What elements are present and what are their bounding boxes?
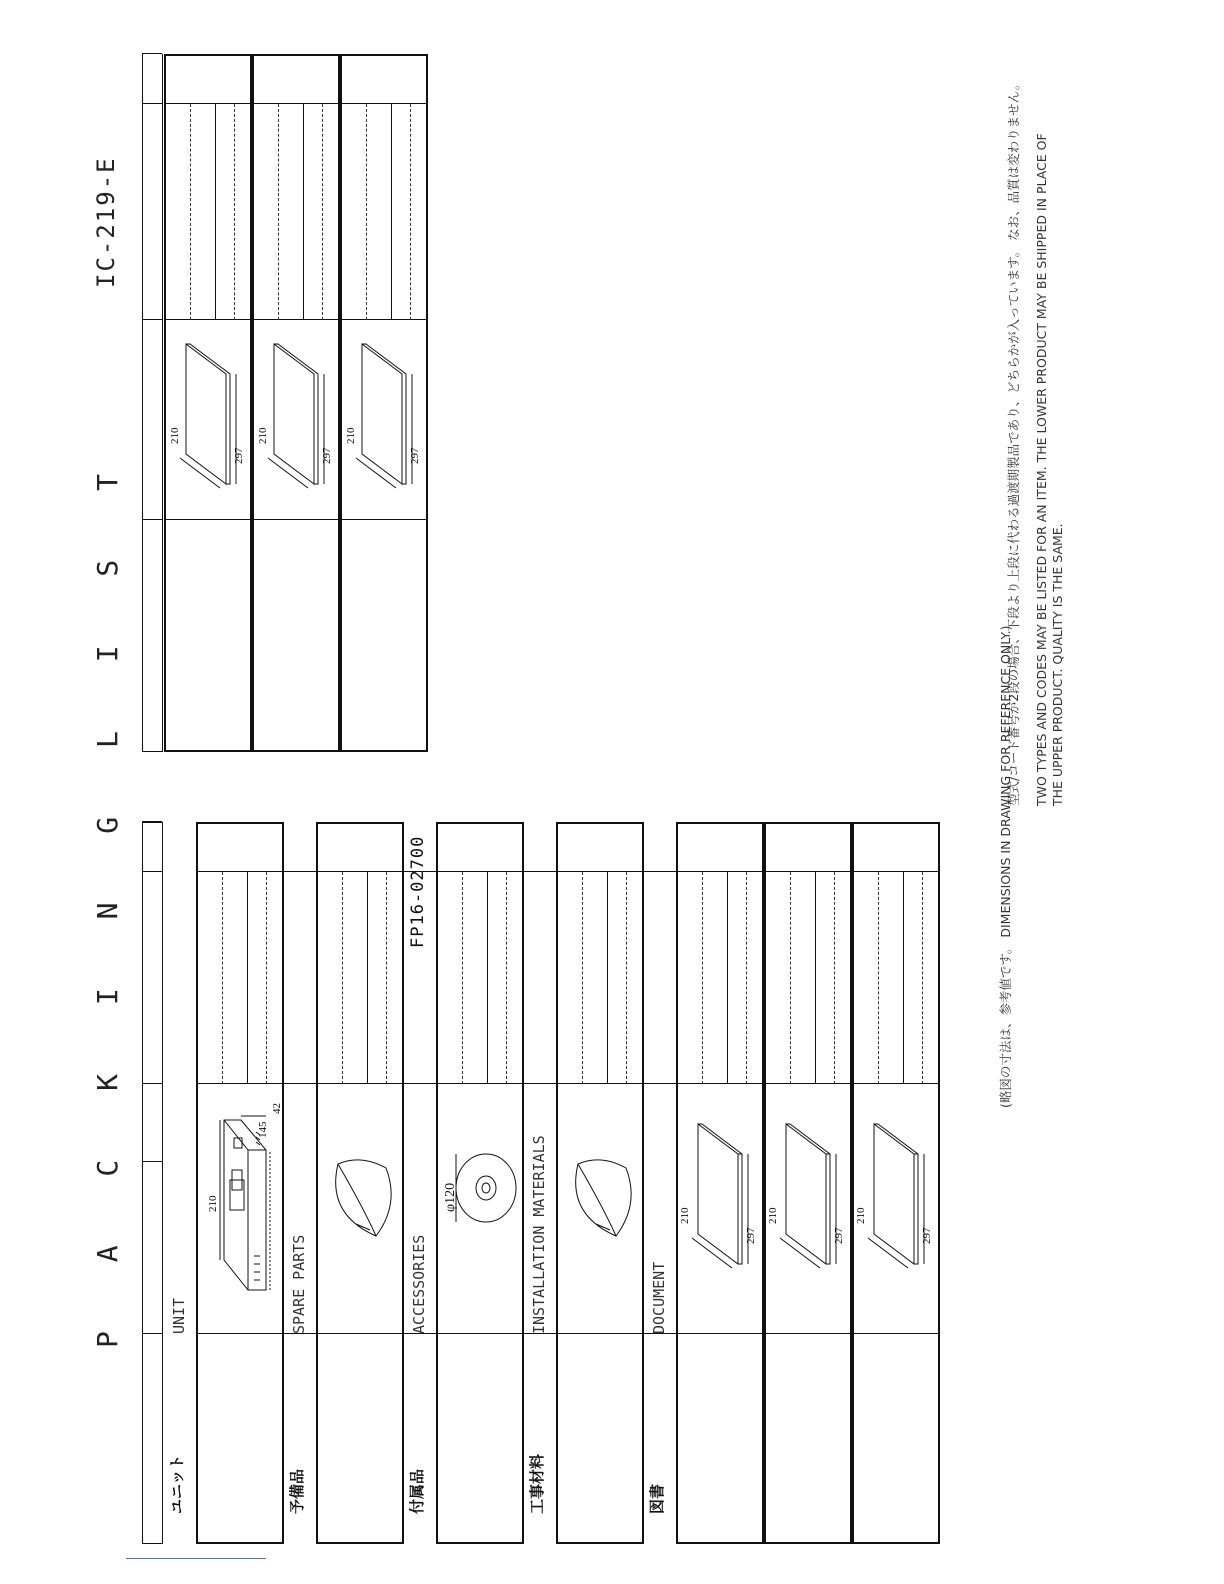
- footer-link-line: [126, 1558, 266, 1559]
- category-en-document: DOCUMENT: [650, 1261, 668, 1334]
- right1-dim-b: 297: [233, 447, 245, 464]
- left-header-strip: [142, 822, 162, 1162]
- code-line: [702, 872, 703, 1084]
- code-line: [878, 872, 879, 1084]
- code-line: [626, 872, 627, 1084]
- document-drawing-3: [852, 1094, 940, 1294]
- code-line: [222, 872, 223, 1084]
- right1-dim-a: 210: [169, 427, 181, 444]
- doc1-dim-a: 210: [679, 1207, 691, 1224]
- document-drawing-2: [764, 1094, 852, 1294]
- note-english-line2: THE UPPER PRODUCT. QUALITY IS THE SAME.: [1050, 523, 1065, 806]
- code-line: [746, 872, 747, 1084]
- code-line: [322, 104, 323, 320]
- code-line: [922, 872, 923, 1084]
- note-english-line1: TWO TYPES AND CODES MAY BE LISTED FOR AN ITEM. THE LOWER PRODUCT MAY BE SHIPPED IN PLACE OF: [1034, 133, 1049, 806]
- code-line: [278, 104, 279, 320]
- category-jp-accessories: 付属品: [408, 1468, 426, 1514]
- code-line: [247, 872, 248, 1084]
- code-line: [266, 872, 267, 1084]
- code-line: [303, 104, 304, 320]
- doc1-dim-b: 297: [745, 1227, 757, 1244]
- right2-dim-a: 210: [257, 427, 269, 444]
- installation-bag-drawing: [556, 1144, 644, 1254]
- code-line: [342, 872, 343, 1084]
- code-line: [607, 872, 608, 1084]
- code-line: [386, 872, 387, 1084]
- code-line: [410, 104, 411, 320]
- category-en-installation: INSTALLATION MATERIALS: [530, 1135, 548, 1334]
- code-line: [582, 872, 583, 1084]
- right3-dim-b: 297: [409, 447, 421, 464]
- category-jp-document: 図書: [648, 1483, 666, 1514]
- category-en-unit: UNIT: [170, 1297, 188, 1334]
- code-line: [487, 872, 488, 1084]
- code-line: [190, 104, 191, 320]
- doc2-dim-b: 297: [833, 1227, 845, 1244]
- note-japanese: 型式/コード番号が2段の場合、下段より上段に代わる過渡期製品であり、どちらかが入っています。 なお、品質は変わりません。: [1006, 77, 1021, 806]
- unit-dim-c: 42: [271, 1103, 283, 1114]
- code-line: [366, 104, 367, 320]
- category-jp-spare: 予備品: [288, 1468, 306, 1514]
- code-line: [506, 872, 507, 1084]
- code-line: [391, 104, 392, 320]
- page-title: P A C K I N G L I S T: [91, 447, 124, 1348]
- right-document-drawing-2: [252, 324, 340, 514]
- cd-diameter: φ120: [443, 1182, 458, 1212]
- code-line: [462, 872, 463, 1084]
- category-jp-installation: 工事材料: [528, 1453, 546, 1514]
- code-line: [215, 104, 216, 320]
- code-line: [790, 872, 791, 1084]
- doc3-dim-a: 210: [855, 1207, 867, 1224]
- code-line: [815, 872, 816, 1084]
- right3-dim-a: 210: [345, 427, 357, 444]
- spare-parts-bag-drawing: [316, 1144, 404, 1254]
- code-line: [367, 872, 368, 1084]
- code-line: [834, 872, 835, 1084]
- unit-dim-a: 210: [207, 1195, 219, 1212]
- code-line: [727, 872, 728, 1084]
- right-document-drawing-3: [340, 324, 428, 514]
- category-en-accessories: ACCESSORIES: [410, 1234, 428, 1334]
- document-drawing-1: [676, 1094, 764, 1294]
- code-line: [234, 104, 235, 320]
- right-document-drawing-1: [164, 324, 252, 514]
- model-number: IC-219-E: [92, 156, 120, 288]
- unit-dim-b: 145: [257, 1121, 269, 1138]
- accessories-part-number: FP16-02700: [408, 835, 428, 948]
- note-reference: (略図の寸法は、参考値です。 DIMENSIONS IN DRAWING FOR REFERENCE ONLY.): [998, 625, 1013, 1108]
- category-jp-unit: ユニット: [168, 1454, 186, 1514]
- category-en-spare: SPARE PARTS: [290, 1234, 308, 1334]
- code-line: [903, 872, 904, 1084]
- doc3-dim-b: 297: [921, 1227, 933, 1244]
- doc2-dim-a: 210: [767, 1207, 779, 1224]
- right2-dim-b: 297: [321, 447, 333, 464]
